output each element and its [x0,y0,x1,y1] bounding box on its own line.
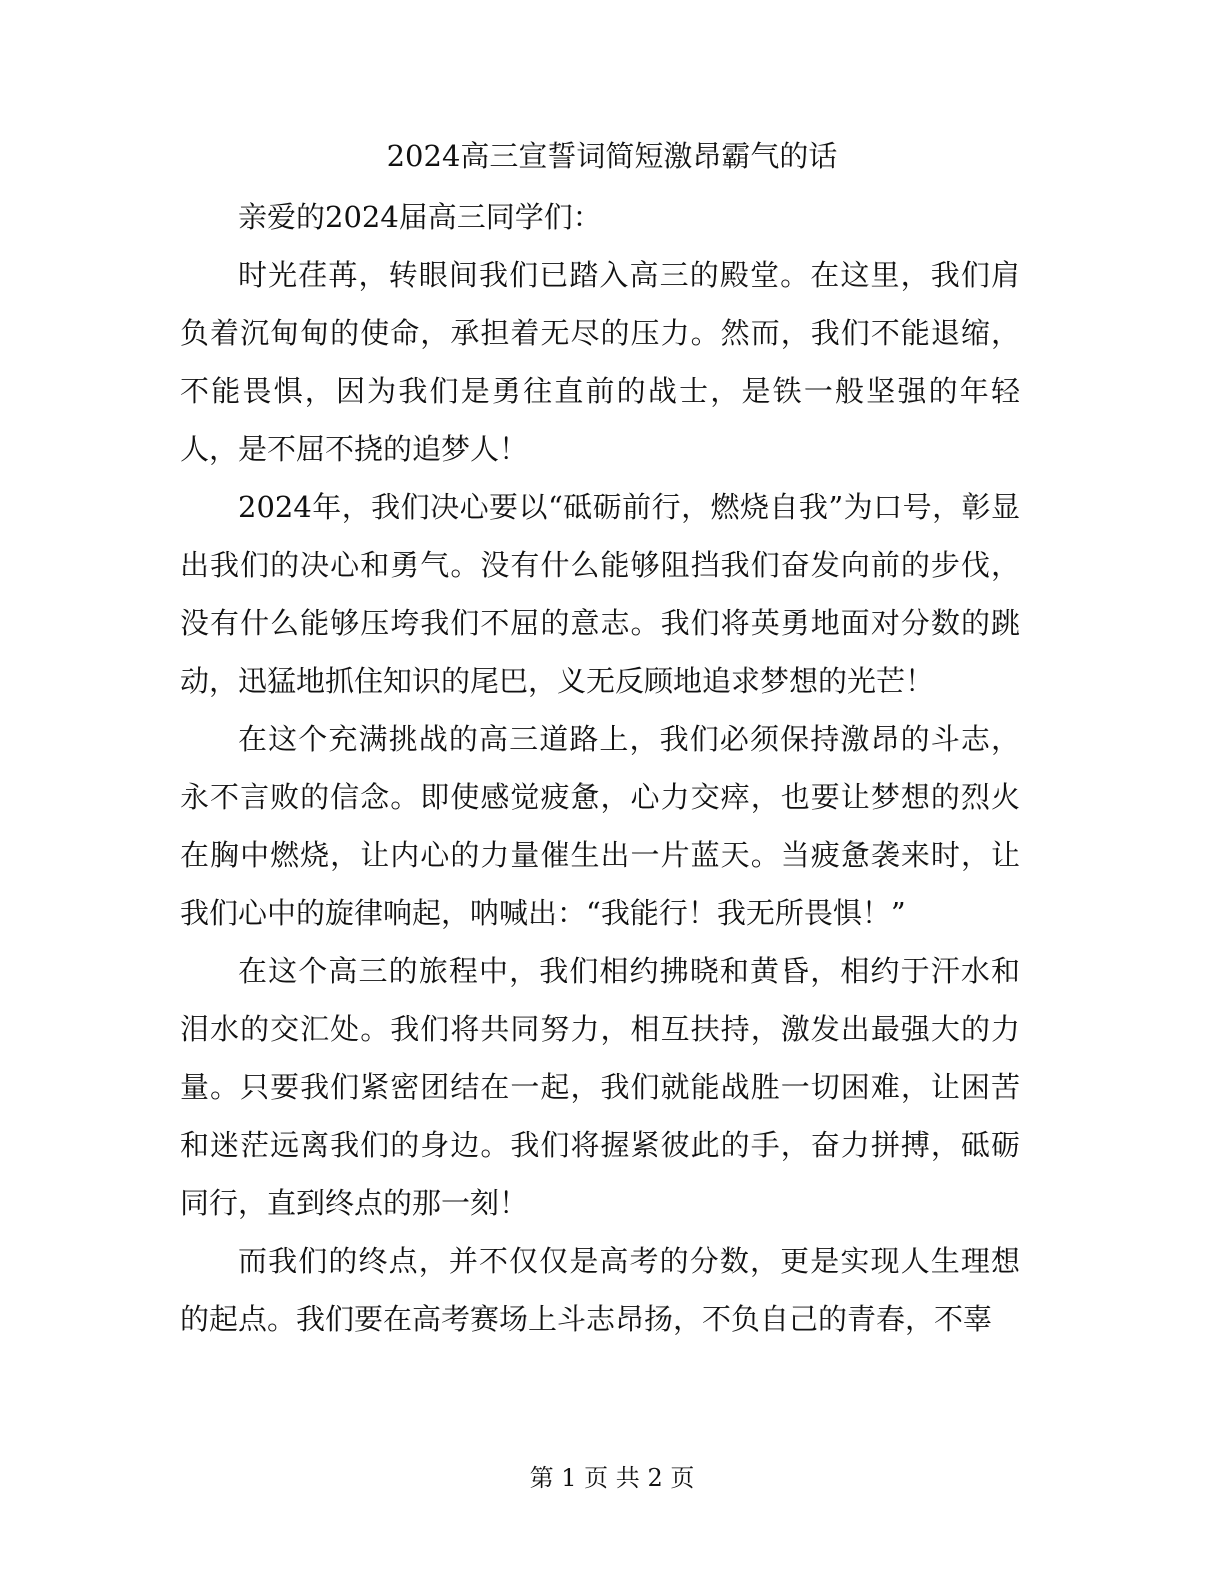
body-paragraph: 在这个充满挑战的高三道路上，我们必须保持激昂的斗志，永不言败的信念。即使感觉疲惫，心力交瘁，也要让梦想的烈火在胸中燃烧，让内心的力量催生出一片蓝天。当疲惫袭来时，让我们心中的旋律响起，呐喊出：“我能行！我无所畏惧！” [180,722,1020,930]
document-body [180,188,1020,1348]
body-paragraph: 时光荏苒，转眼间我们已踏入高三的殿堂。在这里，我们肩负着沉甸甸的使命，承担着无尽的压力。然而，我们不能退缩，不能畏惧，因为我们是勇往直前的战士，是铁一般坚强的年轻人，是不屈不挠的追梦人！ [180,258,1020,466]
page-number-footer: 第 1 页 共 2 页 [529,1464,695,1492]
salutation-paragraph: 亲爱的2024届高三同学们： [238,200,602,234]
body-paragraph: 在这个高三的旅程中，我们相约拂晓和黄昏，相约于汗水和泪水的交汇处。我们将共同努力，相互扶持，激发出最强大的力量。只要我们紧密团结在一起，我们就能战胜一切困难，让困苦和迷茫远离我们的身边。我们将握紧彼此的手，奋力拼搏，砥砺同行，直到终点的那一刻！ [180,954,1020,1220]
document-title: 2024高三宣誓词简短激昂霸气的话 [386,139,838,173]
body-paragraph: 2024年，我们决心要以“砥砺前行，燃烧自我”为口号，彰显出我们的决心和勇气。没有什么能够阻挡我们奋发向前的步伐，没有什么能够压垮我们不屈的意志。我们将英勇地面对分数的跳动，迅猛地抓住知识的尾巴，义无反顾地追求梦想的光芒！ [180,490,1020,698]
body-paragraph: 而我们的终点，并不仅仅是高考的分数，更是实现人生理想的起点。我们要在高考赛场上斗志昂扬，不负自己的青春，不辜 [180,1244,1020,1336]
